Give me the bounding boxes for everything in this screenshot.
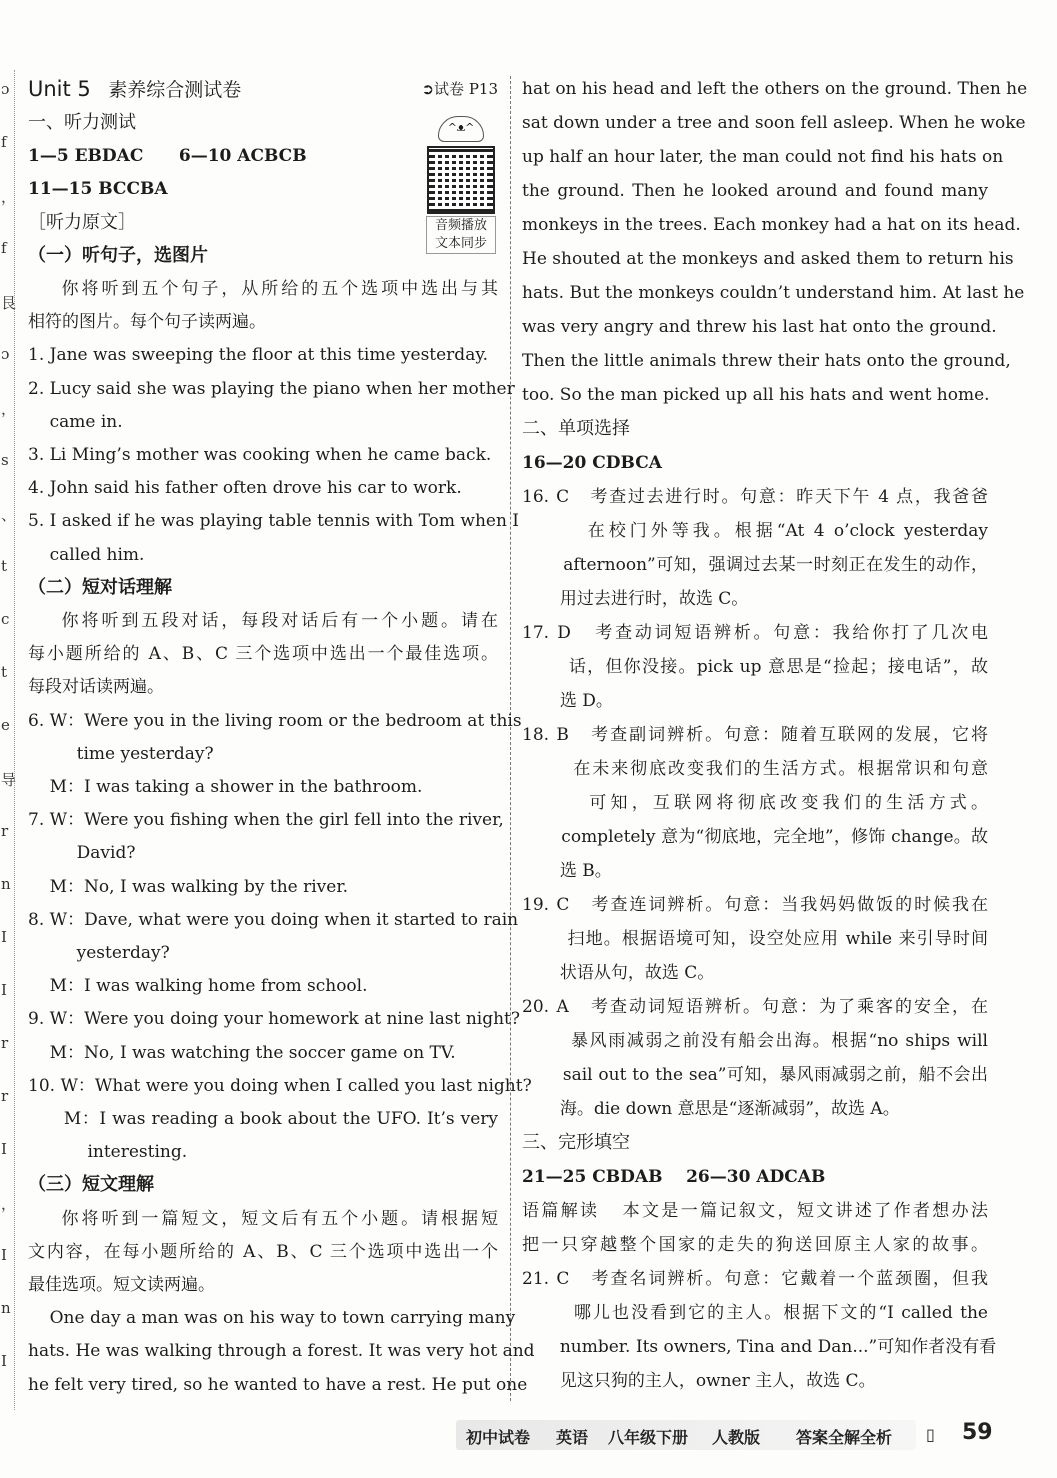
- text-line: 扫地。根据语境可知，设空处应用 while 来引导时间: [522, 929, 988, 949]
- text-line: 选 B。: [522, 861, 612, 881]
- text-line: 16—20 CDBCA: [522, 453, 662, 473]
- text-line: 7. W：Were you fishing when the girl fell into the river,: [28, 810, 504, 831]
- edge-glyph: I: [1, 1352, 7, 1370]
- text-line: 9. W：Were you doing your homework at nine last night?: [28, 1009, 520, 1030]
- paper-ref: [421, 78, 498, 99]
- text-line: yesterday?: [28, 943, 170, 963]
- edge-glyph: I: [1, 1140, 7, 1158]
- edge-glyph: ɔ: [1, 80, 10, 98]
- text-line: hat on his head and left the others on the ground. Then he: [522, 79, 1028, 99]
- text-line: One day a man was on his way to town carrying many: [28, 1308, 516, 1329]
- text-line: 每小题所给的 A、B、C 三个选项中选出一个最佳选项。: [28, 644, 498, 665]
- text-line: 19. C 考查连词辨析。句意：当我妈妈做饭的时候我在: [522, 895, 988, 915]
- text-line: afternoon”可知，强调过去某一时刻正在发生的动作，: [522, 555, 988, 575]
- text-line: hats. He was walking through a forest. It was very hot and: [28, 1341, 535, 1362]
- column-divider: [510, 76, 511, 1401]
- edge-glyph: r: [1, 822, 9, 840]
- text-line: the ground. Then he looked around and found many: [522, 181, 988, 201]
- text-line: sail out to the sea”可知，暴风雨减弱之前，船不会出: [522, 1065, 988, 1085]
- text-line: 你将听到五段对话，每段对话后有一个小题。请在: [28, 611, 498, 631]
- text-line: 1—5 EBDAC 6—10 ACBCB: [28, 146, 307, 167]
- text-line: 话，但你没接。pick up 意思是“捡起；接电话”，故: [522, 657, 988, 677]
- text-line: 11—15 BCCBA: [28, 179, 168, 200]
- text-line: too. So the man picked up all his hats and went home.: [522, 385, 990, 405]
- text-line: 最佳选项。短文读两遍。: [28, 1275, 215, 1295]
- text-line: He shouted at the monkeys and asked them to return his: [522, 249, 1014, 269]
- text-line: 6. W：Were you in the living room or the bedroom at this: [28, 710, 522, 731]
- edge-glyph: r: [1, 1034, 9, 1052]
- text-line: M：I was taking a shower in the bathroom.: [28, 777, 423, 797]
- edge-glyph: I: [1, 981, 7, 999]
- text-line: completely 意为“彻底地，完全地”，修饰 change。故: [522, 827, 988, 847]
- edge-glyph: e: [1, 716, 10, 734]
- edge-glyph: t: [1, 557, 8, 575]
- text-line: 见这只狗的主人，owner 主人，故选 C。: [522, 1371, 876, 1391]
- text-line: （一）听句子，选图片: [28, 244, 208, 266]
- text-line: 海。die down 意思是“逐渐减弱”，故选 A。: [522, 1099, 900, 1119]
- text-line: time yesterday?: [28, 743, 214, 764]
- text-line: hats. But the monkeys couldn’t understand him. At last he: [522, 283, 1025, 303]
- text-line: monkeys in the trees. Each monkey had a hat on its head.: [522, 215, 1021, 235]
- text-line: 2. Lucy said she was playing the piano when her mother: [28, 378, 515, 399]
- text-line: 4. John said his father often drove his car to work.: [28, 478, 462, 499]
- text-line: 一、听力测试: [28, 112, 136, 133]
- edge-glyph: n: [1, 875, 11, 893]
- edge-glyph: I: [1, 1246, 7, 1264]
- text-line: 20. A 考查动词短语辨析。句意：为了乘客的安全，在: [522, 997, 988, 1017]
- edge-glyph: s: [1, 451, 9, 469]
- text-line: was very angry and threw his last hat onto the ground.: [522, 317, 997, 337]
- text-line: 三、完形填空: [522, 1132, 630, 1153]
- edge-glyph: n: [1, 1299, 11, 1317]
- qr-caption-line-1: 音频播放: [434, 218, 487, 233]
- cat-mascot-icon: ^ᴥ^: [438, 116, 484, 142]
- text-line: 每段对话读两遍。: [28, 677, 164, 698]
- text-line: 用过去进行时，故选 C。: [522, 589, 749, 609]
- text-line: Then the little animals threw their hats onto the ground,: [522, 351, 1011, 371]
- left-page-edge: [0, 70, 15, 1410]
- edge-glyph: t: [1, 663, 8, 681]
- edge-glyph: ，: [1, 1195, 17, 1213]
- text-line: 把一只穿越整个国家的走失的狗送回原主人家的故事。: [522, 1235, 988, 1255]
- text-line: 二、单项选择: [522, 418, 630, 439]
- edge-glyph: I: [1, 928, 7, 946]
- text-line: called him.: [28, 544, 145, 565]
- text-line: 在校门外等我。根据“At 4 o’clock yesterday: [522, 521, 988, 541]
- edge-glyph: 、: [1, 506, 17, 524]
- text-line: sat down under a tree and soon fell asleep. When he woke: [522, 113, 1026, 133]
- edge-glyph: 导: [1, 771, 17, 789]
- footer-series: 初中试卷: [466, 1428, 531, 1447]
- text-line: 文内容，在每小题所给的 A、B、C 三个选项中选出一个: [28, 1241, 498, 1262]
- left-column: [28, 72, 535, 1402]
- edge-glyph: r: [1, 1087, 9, 1105]
- footer-subject: 英语: [556, 1428, 589, 1447]
- text-line: 16. C 考查过去进行时。句意：昨天下午 4 点，我爸爸: [522, 487, 988, 507]
- text-line: 5. I asked if he was playing table tennis with Tom when I: [28, 511, 520, 532]
- text-line: 在未来彻底改变我们的生活方式。根据常识和句意: [522, 759, 988, 779]
- footer-grade: 八年级下册: [608, 1428, 689, 1447]
- unit-label: Unit 5: [28, 77, 91, 101]
- text-line: 你将听到五个句子，从所给的五个选项中选出与其: [28, 279, 498, 299]
- text-line: M：I was reading a book about the UFO. It’s very: [28, 1109, 498, 1129]
- text-line: 暴风雨减弱之前没有船会出海。根据“no ships will: [522, 1031, 988, 1051]
- page-icon: ▯: [926, 1425, 935, 1444]
- text-line: 状语从句，故选 C。: [522, 963, 715, 983]
- text-line: 你将听到一篇短文，短文后有五个小题。请根据短: [28, 1208, 498, 1229]
- text-line: 1. Jane was sweeping the floor at this time yesterday.: [28, 345, 489, 366]
- footer-tag: 答案全解全析: [796, 1428, 893, 1447]
- edge-glyph: f: [1, 133, 7, 151]
- paper-ref-text: 试卷 P13: [434, 80, 498, 98]
- text-line: M：No, I was walking by the river.: [28, 876, 348, 897]
- text-line: （三）短文理解: [28, 1174, 154, 1196]
- edge-glyph: c: [1, 610, 10, 628]
- right-column: [522, 72, 1028, 1402]
- text-line: 18. B 考查副词辨析。句意：随着互联网的发展，它将: [522, 725, 988, 745]
- text-line: he felt very tired, so he wanted to have a rest. He put one: [28, 1374, 528, 1395]
- text-line: David?: [28, 843, 136, 864]
- text-line: 可知，互联网将彻底改变我们的生活方式。: [522, 793, 988, 813]
- edge-glyph: ，: [1, 188, 17, 206]
- text-line: 相符的图片。每个句子读两遍。: [28, 312, 266, 333]
- text-line: interesting.: [28, 1142, 188, 1163]
- unit-title: 素养综合测试卷: [108, 79, 242, 101]
- text-line: 21. C 考查名词辨析。句意：它戴着一个蓝颈圈，但我: [522, 1269, 988, 1289]
- footer-edition: 人教版: [712, 1428, 761, 1447]
- text-line: came in.: [28, 411, 123, 432]
- text-line: 3. Li Ming’s mother was cooking when he came back.: [28, 445, 492, 465]
- edge-glyph: ɔ: [1, 345, 10, 363]
- edge-glyph: ，: [1, 400, 17, 418]
- text-line: 哪儿也没看到它的主人。根据下文的“I called the: [522, 1303, 988, 1323]
- unit-heading: [28, 72, 241, 106]
- text-line: （二）短对话理解: [28, 576, 172, 598]
- edge-glyph: f: [1, 239, 7, 257]
- text-line: number. Its owners, Tina and Dan...”可知作者没有看: [522, 1337, 997, 1357]
- text-line: ［听力原文］: [28, 211, 136, 233]
- page-number: 59: [962, 1420, 993, 1445]
- page-footer: [456, 1418, 1016, 1452]
- edge-glyph: 艮: [1, 294, 17, 312]
- text-line: 17. D 考查动词短语辨析。句意：我给你打了几次电: [522, 623, 988, 643]
- text-line: 10. W：What were you doing when I called you last night?: [28, 1075, 532, 1096]
- text-line: up half an hour later, the man could not find his hats on: [522, 147, 1004, 167]
- text-line: M：No, I was watching the soccer game on TV.: [28, 1042, 456, 1063]
- text-line: 选 D。: [522, 691, 613, 711]
- text-line: M：I was walking home from school.: [28, 976, 368, 997]
- text-line: 21—25 CBDAB 26—30 ADCAB: [522, 1167, 826, 1187]
- qr-caption-line-2: 文本同步: [434, 236, 487, 251]
- text-line: 8. W：Dave, what were you doing when it started to rain: [28, 909, 519, 930]
- text-line: 语篇解读 本文是一篇记叙文，短文讲述了作者想办法: [522, 1201, 988, 1221]
- arrow-icon: ➲: [421, 80, 435, 98]
